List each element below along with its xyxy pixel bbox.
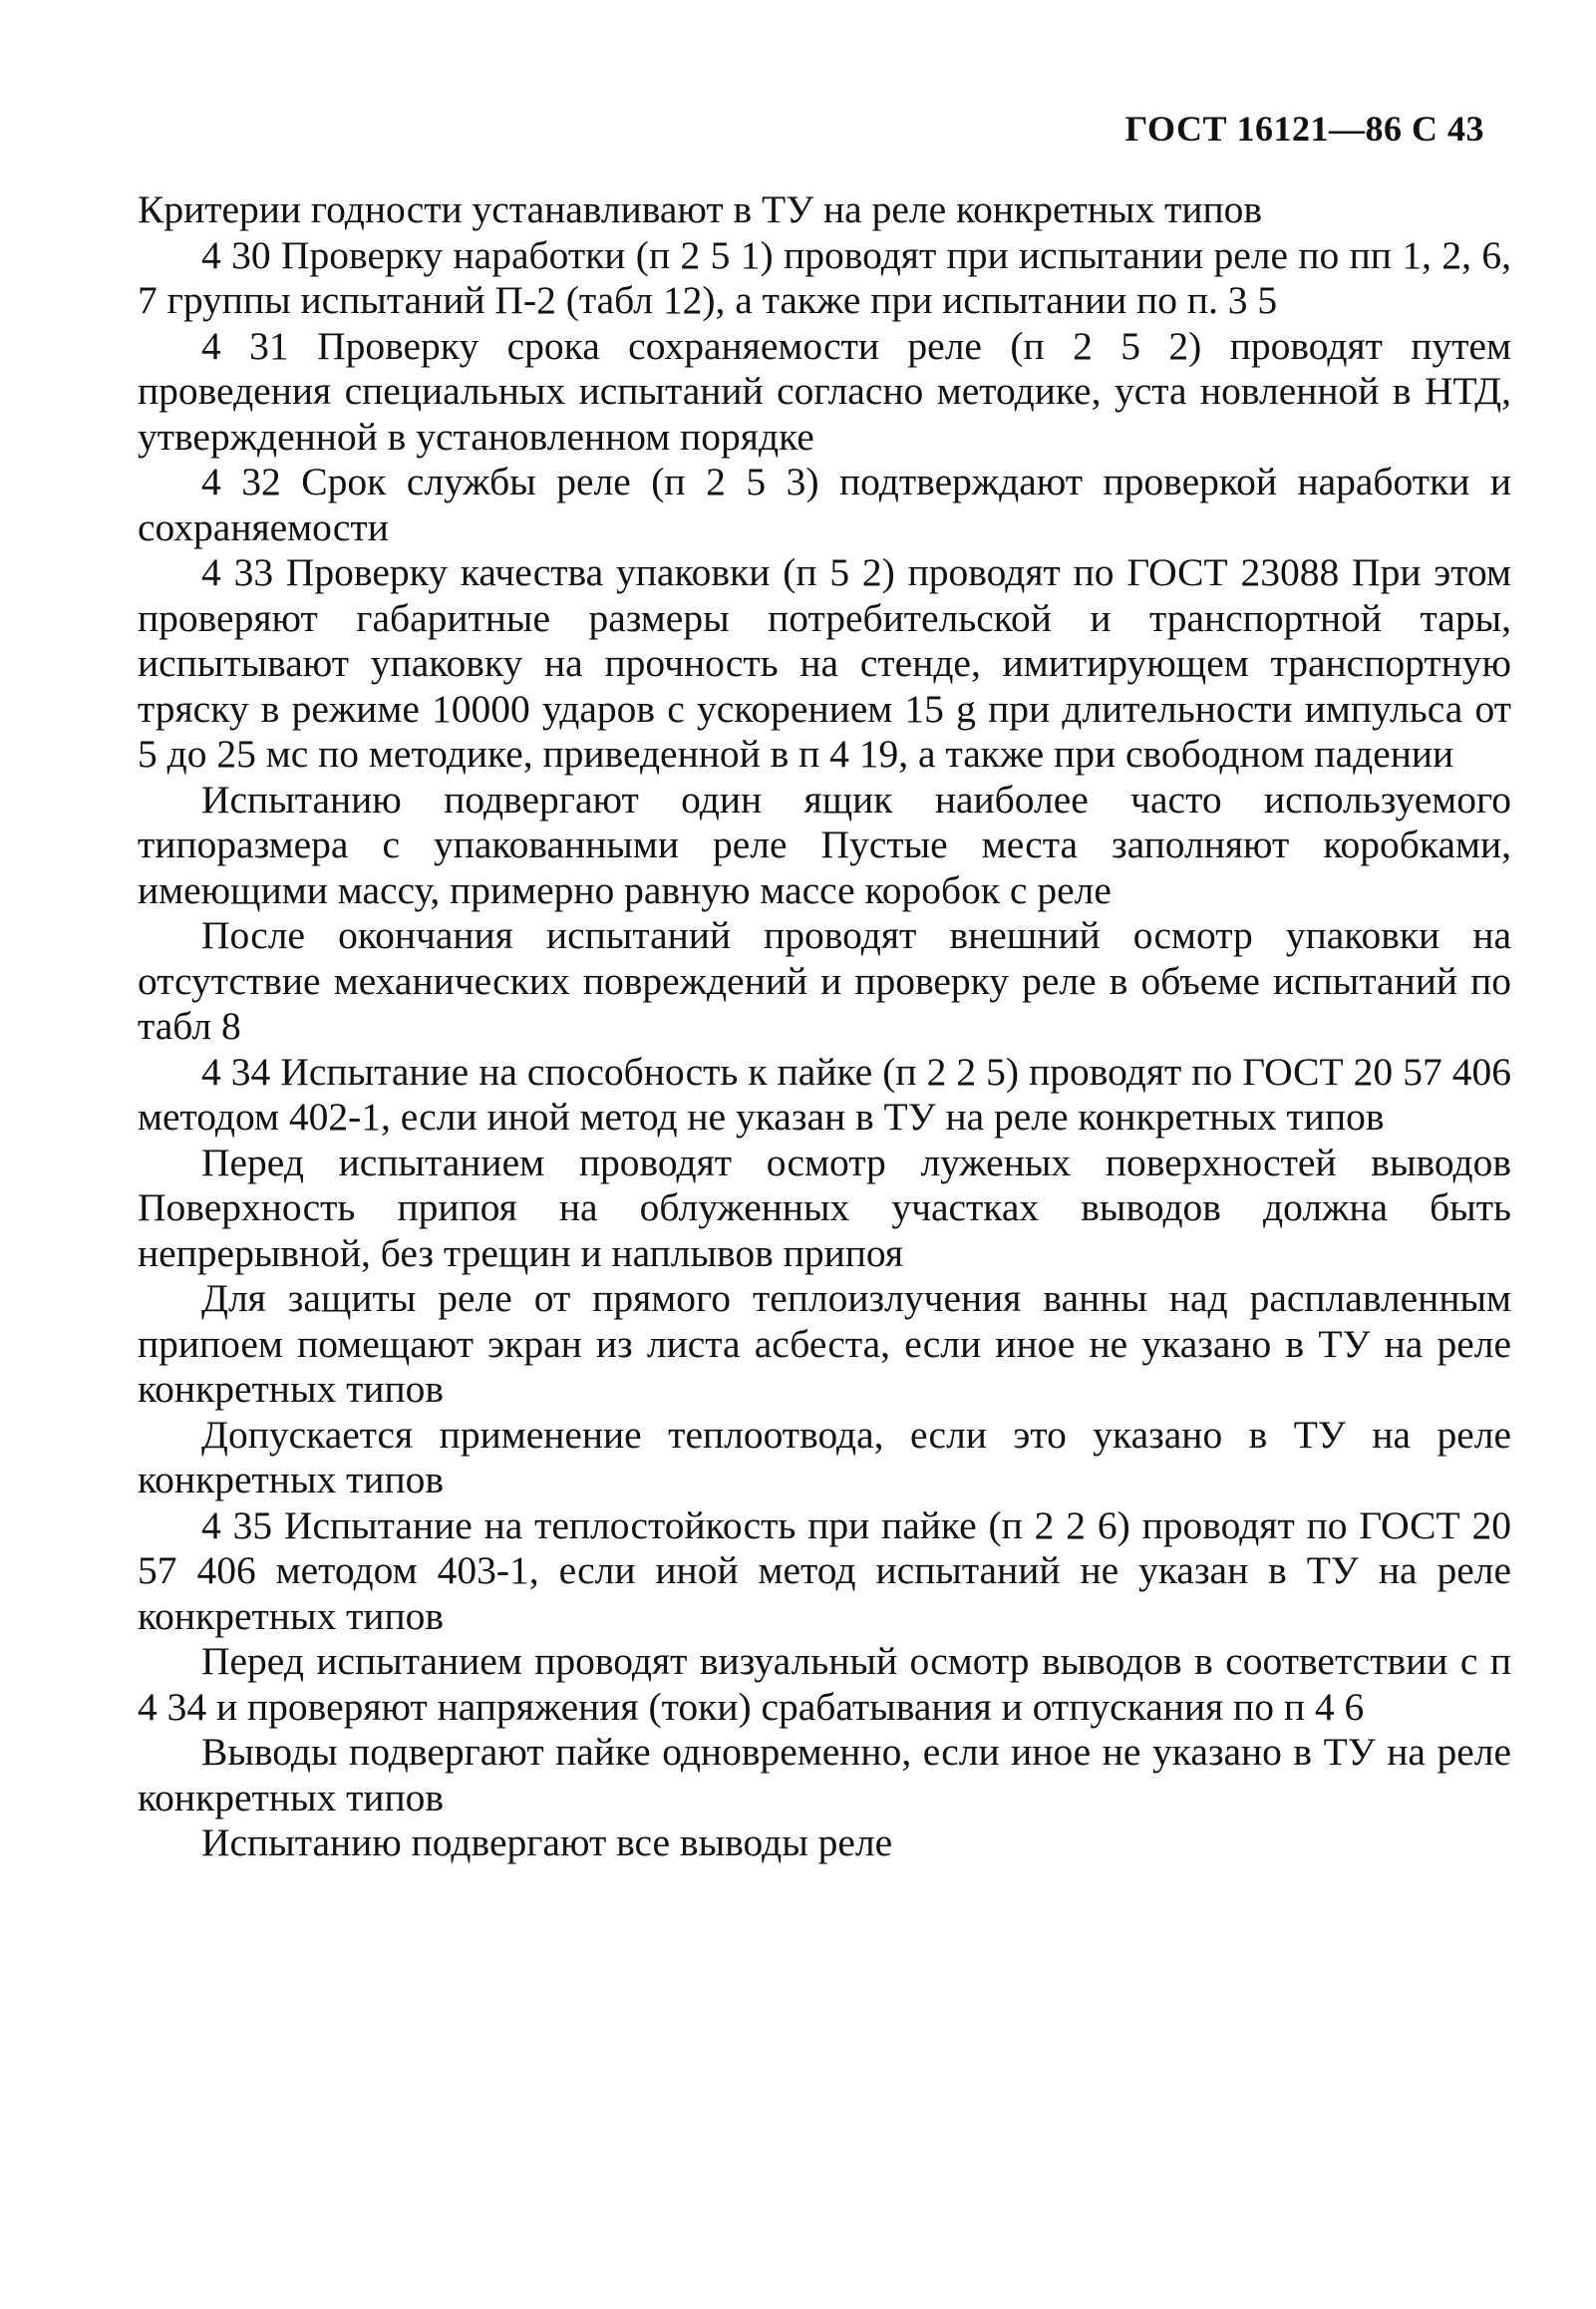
document-body [138,187,1511,1866]
paragraph-visual-inspection: Перед испытанием проводят визуальный осмотр выводов в соответствии с п 4 34 и проверяют напряжения (токи) срабатывания и отпускания по п 4 6 [138,1639,1511,1729]
running-header: ГОСТ 16121—86 С 43 [1124,109,1484,149]
paragraph-criteria: Критерии годности устанавливают в ТУ на реле конкретных типов [138,187,1263,231]
paragraph-all-leads: Испытанию подвергают все выводы реле [201,1820,893,1864]
paragraph-4-35: 4 35 Испытание на теплостойкость при пайке (п 2 2 6) проводят по ГОСТ 20 57 406 методом 403-1, если иной метод испытаний не указан в ТУ на реле конкретных типов [138,1502,1511,1638]
paragraph-4-33: 4 33 Проверку качества упаковки (п 5 2) проводят по ГОСТ 23088 При этом проверяют габаритные размеры потребительской и транспортной тары, испытывают упаковку на прочность на стенде, имитирующем транспортную тряску в режиме 10000 ударов с ускорением 15 g при длительности импульса от 5 до 25 мс по методике, приведенной в п 4 19, а также при свободном падении [138,550,1511,776]
paragraph-4-30: 4 30 Проверку наработки (п 2 5 1) проводят при испытании реле по пп 1, 2, 6, 7 группы испытаний П-2 (табл 12), а также при испытании по п. 3 5 [138,232,1511,322]
paragraph-lead-inspection: Перед испытанием проводят осмотр луженых поверхностей выводов Поверхность припоя на облуженных участках выводов должна быть непрерывной, без трещин и наплывов припоя [138,1140,1511,1275]
paragraph-heat-sink: Допускается применение теплоотвода, если это указано в ТУ на реле конкретных типов [138,1412,1511,1501]
paragraph-4-32: 4 32 Срок службы реле (п 2 5 3) подтверждают проверкой наработки и сохраняемости [138,460,1511,549]
paragraph-after-test: После окончания испытаний проводят внешний осмотр упаковки на отсутствие механических повреждений и проверку реле в объеме испытаний по табл 8 [138,913,1511,1048]
paragraph-simultaneous-soldering: Выводы подвергают пайке одновременно, если иное не указано в ТУ на реле конкретных типов [138,1730,1511,1819]
paragraph-4-34: 4 34 Испытание на способность к пайке (п 2 2 5) проводят по ГОСТ 20 57 406 методом 402-1, если иной метод не указан в ТУ на реле конкретных типов [138,1049,1511,1139]
paragraph-box-test: Испытанию подвергают один ящик наиболее часто используемого типоразмера с упакованными реле Пустые места заполняют коробками, имеющими массу, примерно равную массе коробок с реле [138,777,1511,912]
paragraph-4-31: 4 31 Проверку срока сохраняемости реле (п 2 5 2) проводят путем проведения специальных испытаний согласно методике, уста новленной в НТД, утвержденной в установленном порядке [138,323,1511,459]
paragraph-asbestos-screen: Для защиты реле от прямого теплоизлучения ванны над расплавленным припоем помещают экран из листа асбеста, если иное не указано в ТУ на реле конкретных типов [138,1276,1511,1411]
